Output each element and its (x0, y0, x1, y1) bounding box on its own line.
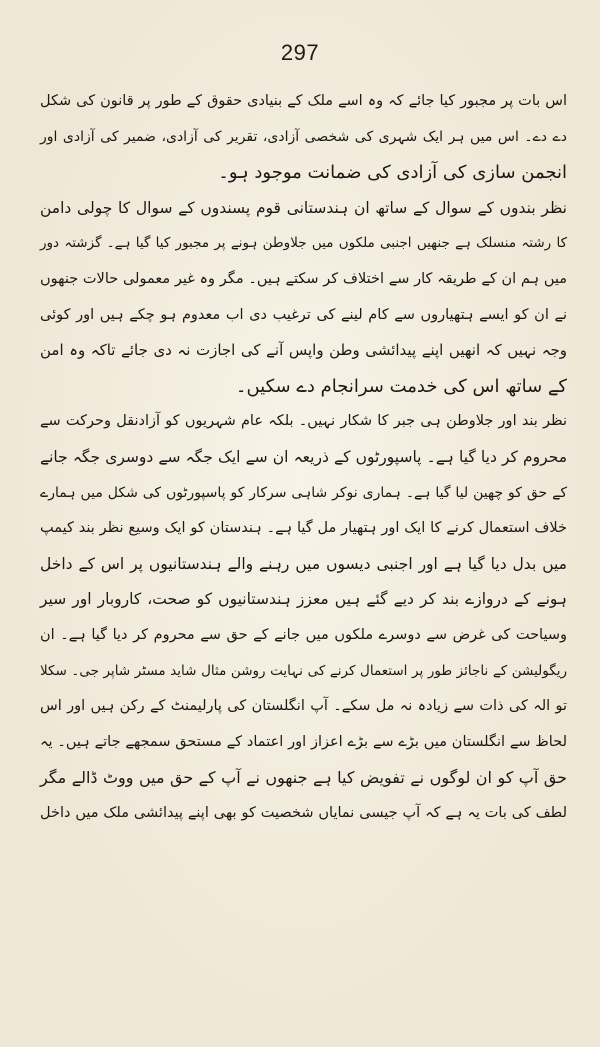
text-line: وجہ نہیں کہ انھیں اپنے پیدائشی وطن واپس آنے کی اجازت نہ دی جائے تاکہ وہ امن (40, 341, 567, 360)
text-line: میں بدل دیا گیا ہے اور اجنبی دیسوں میں رہنے والے ہندستانیوں پر اس کے داخل (40, 554, 567, 573)
text-line: میں ہم ان کے طریقہ کار سے اختلاف کر سکتے ہیں۔ مگر وہ غیر معمولی حالات جنھوں (40, 270, 567, 287)
text-line: لطف کی بات یہ ہے کہ آپ جیسی نمایاں شخصیت کو بھی اپنے پیدائشی ملک میں داخل (40, 804, 567, 821)
text-line: نظر بندوں کے سوال کے ساتھ ان ہندستانی قوم پسندوں کے سوال کا چولی دامن (40, 198, 567, 217)
text-line: دے دے۔ اس میں ہر ایک شہری کی شخصی آزادی، تقریر کی آزادی، ضمیر کی آزادی اور (40, 128, 567, 145)
text-line: ریگولیشن کے ناجائز طور پر استعمال کرنے کی نہایت روشن مثال شاید مسٹر شاپر جی۔ سکلا (40, 662, 567, 679)
text-line: لحاظ سے انگلستان میں بڑے سے بڑے اعزاز اور اعتماد کے مستحق سمجھے جاتے ہیں۔ یہ (40, 733, 567, 750)
text-line: کے حق کو چھین لیا گیا ہے۔ ہماری نوکر شاہی سرکار کو پاسپورٹوں کی شکل میں ہمارے (40, 484, 567, 501)
body-text (40, 84, 567, 831)
text-line: نظر بند اور جلاوطن ہی جبر کا شکار نہیں۔ بلکہ عام شہریوں کو آزادنقل وحرکت سے (40, 413, 567, 430)
text-line: وسیاحت کی غرض سے دوسرے ملکوں میں جانے کے حق سے محروم کر دیا گیا ہے۔ ان (40, 626, 567, 643)
text-line: ہونے کے دروازے بند کر دیے گئے ہیں معزز ہندستانیوں کو صحت، کاروبار اور سیر (40, 590, 567, 609)
paragraph-3 (40, 404, 567, 831)
text-line: خلاف استعمال کرنے کا ایک اور ہتھیار مل گیا ہے۔ ہندستان کو ایک وسیع نظر بند کیمپ (40, 520, 567, 537)
paragraph-1 (40, 84, 567, 191)
text-line: انجمن سازی کی آزادی کی ضمانت موجود ہو۔ (218, 162, 567, 184)
text-line: تو الہ کی ذات سے زیادہ نہ مل سکے۔ آپ انگلستان کی پارلیمنٹ کے رکن ہیں اور اس (40, 698, 567, 715)
text-line: نے ان کو ایسے ہتھیاروں سے کام لینے کی ترغیب دی اب معدوم ہو چکے ہیں اور کوئی (40, 306, 567, 323)
paragraph-2 (40, 191, 567, 405)
text-line: کا رشتہ منسلک ہے جنھیں اجنبی ملکوں میں جلاوطن ہونے پر مجبور کیا گیا ہے۔ گزشتہ دور (40, 235, 567, 252)
text-line: کے ساتھ اس کی خدمت سرانجام دے سکیں۔ (235, 375, 567, 397)
text-line: اس بات پر مجبور کیا جائے کہ وہ اسے ملک کے بنیادی حقوق کے طور پر قانون کی شکل (40, 93, 567, 109)
page-number: 297 (280, 40, 320, 65)
text-line: حق آپ کو ان لوگوں نے تفویض کیا ہے جنھوں نے آپ کے حق میں ووٹ ڈالے مگر (40, 768, 567, 788)
text-line: محروم کر دیا گیا ہے۔ پاسپورٹوں کے ذریعہ ان سے ایک جگہ سے دوسری جگہ جانے (40, 447, 567, 466)
